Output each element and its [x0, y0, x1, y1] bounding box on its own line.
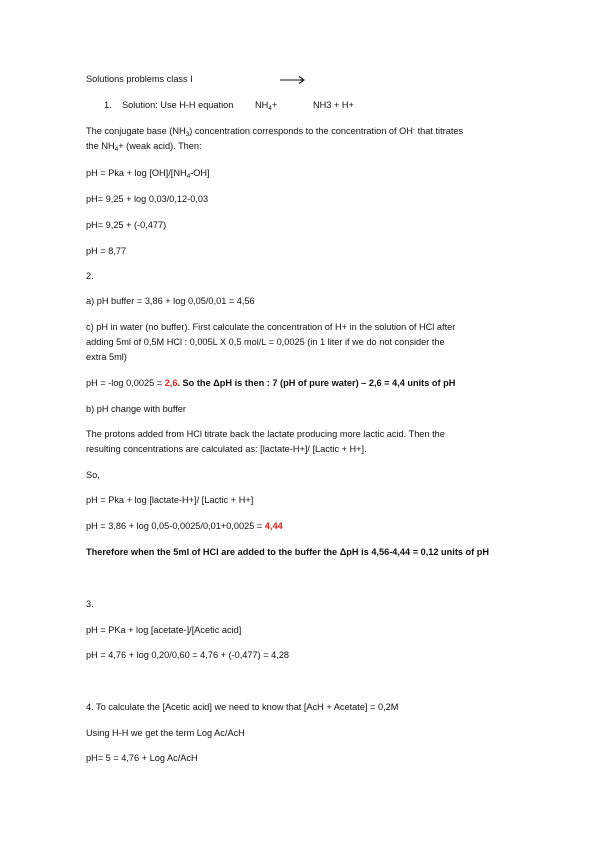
q4-line3: pH= 5 = 4,76 + Log Ac/AcH: [86, 753, 198, 763]
q3-equation-1: pH = PKa + log [acetate-]/[Acetic acid]: [86, 625, 242, 635]
q2-part-b: b) pH change with buffer: [86, 404, 186, 414]
q2-conclusion: Therefore when the 5ml of HCl are added to the buffer the ΔpH is 4,56-4,44 = 0,12 units of pH: [86, 547, 490, 557]
q2-part-c-line2: adding 5ml of 0,5M HCl : 0,005L X 0,5 mol/L = 0,0025 (in 1 liter if we do not consider the: [86, 337, 445, 347]
q2-number: 2.: [86, 271, 94, 281]
document-title: Solutions problems class I: [86, 74, 193, 84]
q1-equation-1: pH = Pka + $\log [OH]/[NH_4-OH]$: [86, 168, 210, 180]
q2-equation-1: pH = Pka + log [lactate-H+]/ [Lactic + H+]: [86, 495, 254, 505]
q1-description-line2: the $NH_4+$ (weak acid). Then:: [86, 141, 202, 153]
q2-part-c-result: pH = -log 0,0025 = 2,6. So the ΔpH is then : 7 (pH of pure water) – 2,6 = 4,4 units of pH: [86, 378, 456, 388]
q2-so: So,: [86, 470, 100, 480]
q1-equation-3: pH= 9,25 + (-0,477): [86, 220, 167, 230]
q1-solution-prefix: Solution: Use H-H equation: [122, 100, 234, 110]
reaction-arrow-icon: [280, 74, 306, 86]
q1-description-line1: The conjugate base $(NH_3)$ concentration corresponds to the concentration of OH- that titrates: [86, 126, 464, 138]
q3-equation-2: pH = 4,76 + log 0,20/0,60 = 4,76 + (-0,477) = 4,28: [86, 650, 290, 660]
q4-line2: Using H-H we get the term Log Ac/AcH: [86, 728, 245, 738]
q2-part-c-line3: extra 5ml): [86, 352, 127, 362]
q2-part-c-line1: c) pH in water (no buffer). First calculate the concentration of H+ in the solution of HCl after: [86, 322, 456, 332]
q1-equation-2: pH= 9,25 + log 0,03/0,12-0,03: [86, 194, 209, 204]
q4-line1: 4. To calculate the [Acetic acid] we need to know that [AcH + Acetate] = 0,2M: [86, 702, 399, 712]
q2-ph-buffer-value: 4,44: [264, 521, 283, 531]
q2-part-a: a) pH buffer = 3,86 + log 0,05/0,01 = 4,56: [86, 296, 255, 306]
q2-equation-2: pH = 3,86 + log 0,05-0,0025/0,01+0,0025 = 4,44: [86, 521, 283, 531]
q1-reactant: $NH_4+$: [255, 100, 278, 112]
q1-result: pH = 8,77: [86, 246, 127, 256]
q1-number: 1.: [104, 100, 112, 110]
q2-ph-water-value: 2,6: [164, 378, 178, 388]
q2-paragraph-line1: The protons added from HCl titrate back the lactate producing more lactic acid. Then the: [86, 429, 445, 439]
q1-products: NH3 + H+: [313, 100, 354, 110]
q3-number: 3.: [86, 599, 94, 609]
q2-paragraph-line2: resulting concentrations are calculated as: [lactate-H+]/ [Lactic + H+].: [86, 444, 367, 454]
